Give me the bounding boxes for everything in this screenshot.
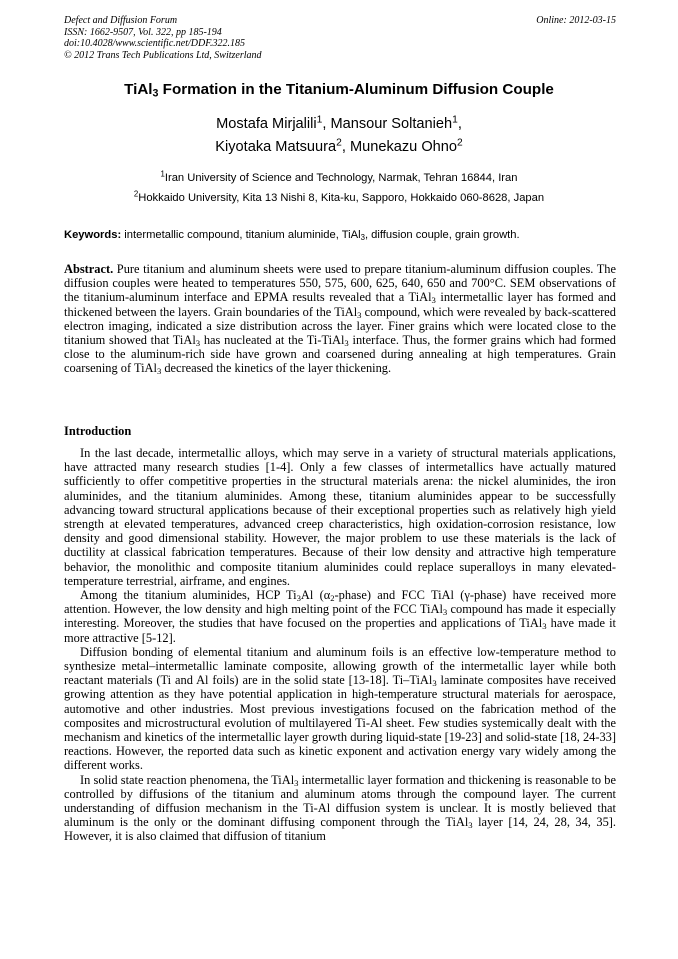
paragraph-text: -phase) and FCC TiAl (γ-phase) have received more attention. However, the low density and high melting point of the FCC TiAl xyxy=(64,588,616,617)
paragraph: In the last decade, intermetallic alloys, which may serve in a variety of structural materials applications, have attracted many research studies [1-4]. Only a few classes of intermetallics have actually matured sufficiently to offer competitive properties in the structural materials arena: the nickel aluminides, the iron aluminides, and the titanium aluminides. Among these, titanium aluminides appear to be successfully advancing toward structural applications because of their exceptional properties such as relatively high yield strength at elevated temperatures, advanced creep characteristics, high oxidation-corrosion resistance, low density and good dimensional stability. However, the major problem to use these materials is the lack of ductility at classical fabrication temperatures. Because of their low density and attractive high temperature behavior, the monolithic and composite titanium aluminides could replace superalloys in many elevated-temperature terrestrial, airframe, and engines. xyxy=(64,446,616,588)
paragraph-text: have made it more attractive [5-12]. xyxy=(64,616,616,645)
keywords-text: intermetallic compound, titanium aluminide, TiAl xyxy=(121,229,361,241)
section-heading-introduction: Introduction xyxy=(64,424,132,438)
title-subscript: 3 xyxy=(152,87,159,100)
paragraph-text: compound has made it especially interesting. Moreover, the studies that have focused on the properties and applications of TiAl xyxy=(64,602,616,631)
affiliation-text: Iran University of Science and Technology, Narmak, Tehran 16844, Iran xyxy=(164,172,518,184)
affiliation-list xyxy=(0,169,678,208)
subscript: 3 xyxy=(357,309,362,320)
title-part: Formation in the Titanium-Aluminum Diffusion Couple xyxy=(158,81,554,98)
journal-issn: ISSN: 1662-9507, Vol. 322, pp 185-194 xyxy=(64,26,222,38)
paragraph-text: In solid state reaction phenomena, the TiAl xyxy=(80,772,295,787)
author-affiliation-mark: 1 xyxy=(316,114,323,126)
abstract-label: Abstract. xyxy=(64,262,114,276)
paragraph-text: layer [14, 24, 28, 34, 35]. However, it is also claimed that diffusion of titanium xyxy=(64,815,617,844)
author-name: Mansour Soltanieh xyxy=(330,116,453,132)
subscript: 3 xyxy=(432,678,437,689)
paragraph-text: intermetallic layer formation and thickening is reasonable to be controlled by diffusions of the titanium and aluminum atoms through the compound layer. The current understanding of diffusion mechanism in the Ti-Al diffusion system is unclear. It is mostly believed that aluminum is the only or the dominant diffusing component through the TiAl xyxy=(64,772,616,830)
author-affiliation-mark: 2 xyxy=(336,136,342,148)
subscript: 2 xyxy=(330,593,335,604)
paragraph-text: Diffusion bonding of elemental titanium and aluminum foils is an effective low-temperature method to synthesize metal–intermetallic laminate composite, allowing growth of the intermetallic layer while both reactant materials (Ti and Al foils) are in the solid state [13-18]. Ti–TiAl xyxy=(64,644,616,688)
author-line-1 xyxy=(0,113,678,136)
keywords-label: Keywords: xyxy=(64,229,122,241)
author-affiliation-mark: 1 xyxy=(452,114,458,126)
author-affiliation-mark: 2 xyxy=(457,136,463,148)
keywords-subscript: 3 xyxy=(360,232,365,242)
subscript: 3 xyxy=(468,820,473,831)
subscript: 3 xyxy=(294,777,299,788)
author-separator: , xyxy=(457,116,462,132)
subscript: 3 xyxy=(542,621,547,632)
paragraph-text: Al (α xyxy=(300,588,331,603)
author-name: Mostafa Mirjalili xyxy=(216,116,317,132)
journal-doi[interactable]: doi:10.4028/www.scientific.net/DDF.322.185 xyxy=(64,38,246,50)
abstract xyxy=(64,262,616,376)
paragraph-text: laminate composites have received growing attention as they have potential application in high-temperature structural materials for aerospace, automotive and other industries. Most previous investigations focused on the fabrication method of the composites and microstructural evolution of multilayered Ti-Al sheet. Few studies systemically dealt with the mechanism and kinetics of the intermetallic layer growth during liquid-state [19-23] and solid-state [18, 24-33] reactions. However, the reported data such as kinetic exponent and activation energy vary widely among the different works. xyxy=(64,673,617,773)
journal-header xyxy=(64,15,616,61)
abstract-text: has nucleated at the Ti-TiAl xyxy=(200,333,345,348)
journal-name: Defect and Diffusion Forum xyxy=(64,15,178,26)
keywords-text: , diffusion couple, grain growth. xyxy=(364,229,520,241)
paragraph xyxy=(64,645,616,773)
affiliation xyxy=(0,189,678,209)
abstract-text: Pure titanium and aluminum sheets were used to prepare titanium-aluminum diffusion couples. The diffusion couples were heated to temperatures 550, 575, 600, 625, 640, 650 and 700°C. SEM observations of the titanium-aluminum interface and EPMA results revealed that a TiAl xyxy=(64,262,616,305)
subscript: 3 xyxy=(431,295,436,306)
affiliation xyxy=(0,169,678,189)
affiliation-text: Hokkaido University, Kita 13 Nishi 8, Kita-ku, Sapporo, Hokkaido 060-8628, Japan xyxy=(138,191,545,204)
author-line-2 xyxy=(0,136,678,159)
subscript: 3 xyxy=(344,338,349,349)
online-date: Online: 2012-03-15 xyxy=(536,15,616,26)
affiliation-number: 1 xyxy=(160,169,165,179)
paragraph xyxy=(64,588,616,645)
subscript: 3 xyxy=(296,593,301,604)
author-name: Kiyotaka Matsuura xyxy=(215,138,337,155)
keywords xyxy=(64,228,616,242)
abstract-text: decreased the kinetics of the layer thickening. xyxy=(161,361,392,376)
paragraph-text: Among the titanium aluminides, HCP Ti xyxy=(80,588,297,603)
abstract-text: interface. Thus, the former grains which had formed close to the aluminum-rich side have grown and coarsened during annealing at high temperatures. Grain coarsening of TiAl xyxy=(64,333,617,376)
journal-copyright: © 2012 Trans Tech Publications Ltd, Switzerland xyxy=(64,49,262,61)
author-list xyxy=(0,113,678,158)
abstract-text: intermetallic layer has formed and thickened between the layers. Grain boundaries of the TiAl xyxy=(64,290,616,319)
paper-title xyxy=(0,81,678,99)
author-name: Munekazu Ohno xyxy=(349,138,458,155)
subscript: 3 xyxy=(442,607,448,618)
abstract-text: compound, which were revealed by back-scattered electron imaging, indicated a size distribution across the layer. Finer grains which were located close to the titanium showed that TiAl xyxy=(64,304,616,348)
subscript: 3 xyxy=(195,338,201,349)
title-part: TiAl xyxy=(124,81,153,98)
author-separator: , xyxy=(322,116,331,132)
introduction-body xyxy=(64,446,616,844)
affiliation-number: 2 xyxy=(133,189,139,199)
subscript: 3 xyxy=(156,366,162,377)
paragraph xyxy=(64,773,616,844)
author-separator: , xyxy=(341,138,350,155)
